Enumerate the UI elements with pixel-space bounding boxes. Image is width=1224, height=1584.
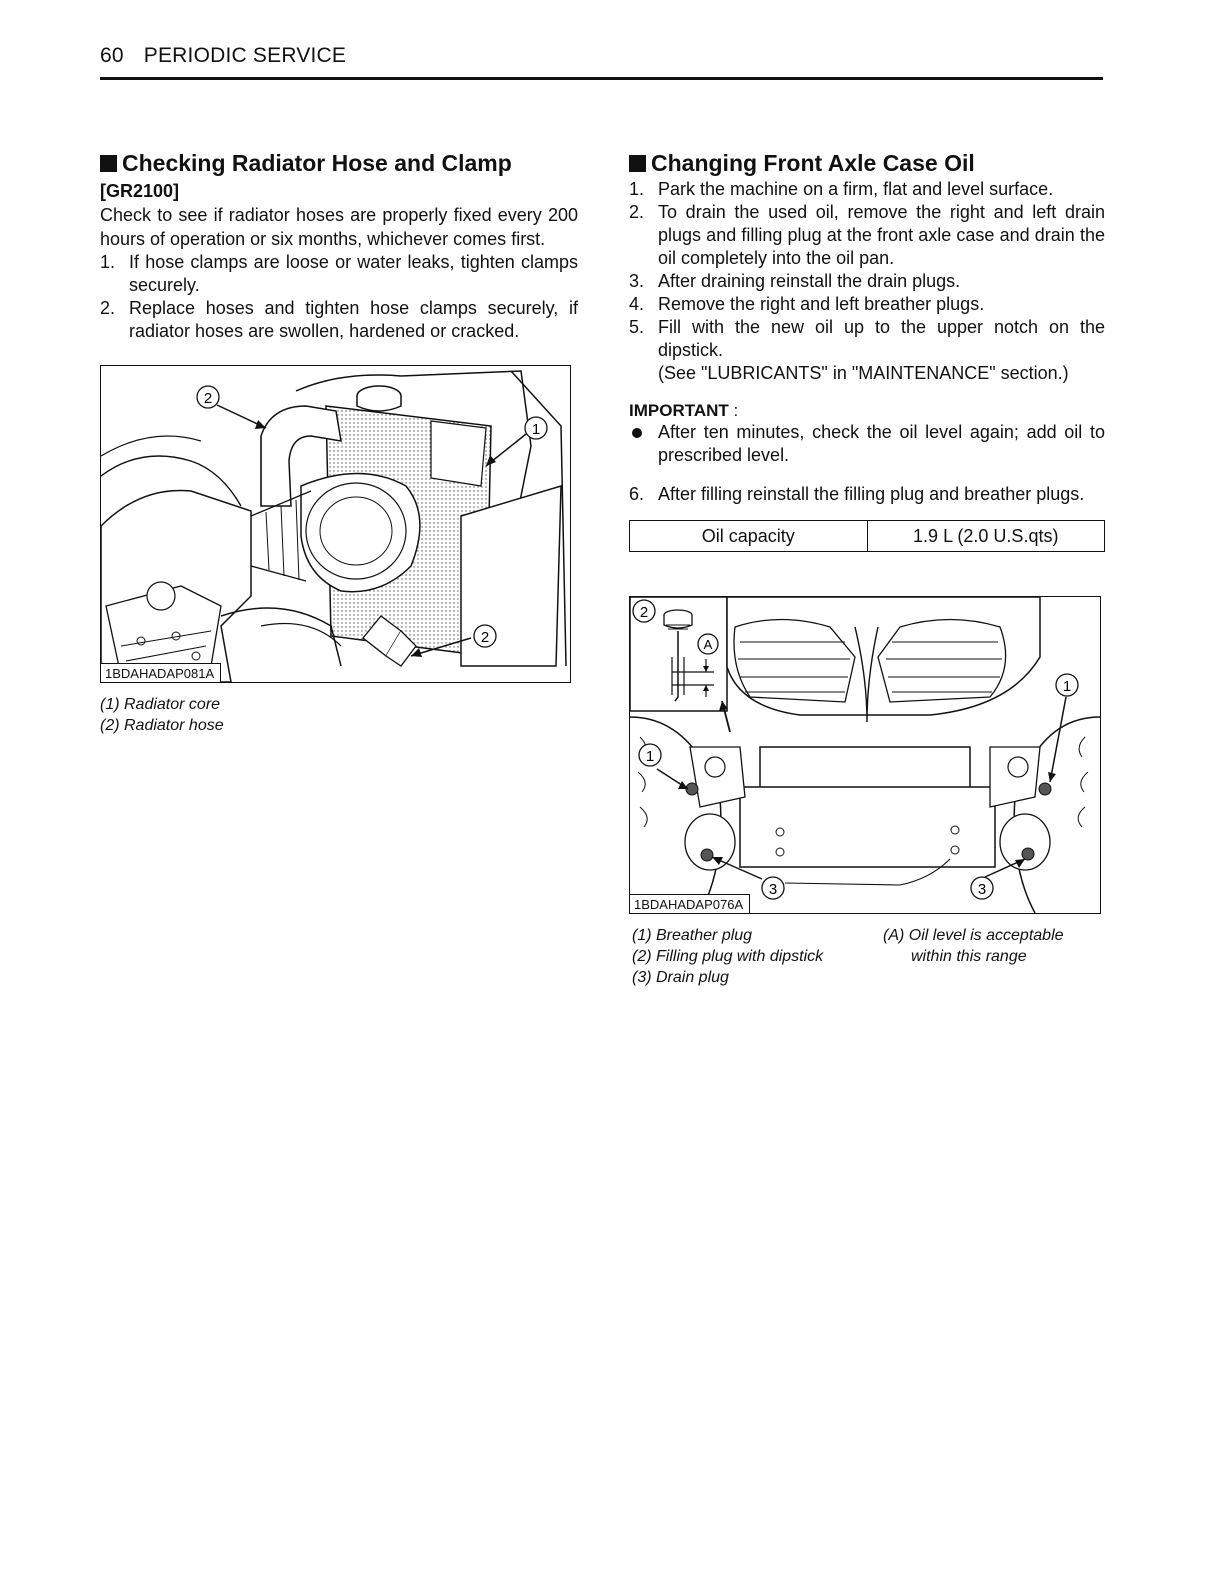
radiator-steps: [100, 251, 578, 343]
front-axle-heading: Changing Front Axle Case Oil: [629, 148, 1105, 178]
caption-line: within this range: [911, 948, 1027, 965]
list-item: 4. Remove the right and left breather plugs.: [629, 294, 985, 314]
caption-line: (3) Drain plug: [632, 969, 729, 986]
header-rule: [100, 77, 1103, 80]
list-item: 2. Replace hoses and tighten hose clamps securely, if radiator hoses are swollen, hardened or cracked.: [100, 298, 578, 341]
callout-3a-label: 3: [768, 881, 778, 898]
list-item: 1. Park the machine on a firm, flat and level surface.: [629, 179, 1054, 199]
callout-3b-label: 3: [977, 881, 987, 898]
step5-note: (See "LUBRICANTS" in "MAINTENANCE" section.): [658, 363, 1069, 383]
list-item: 2. To drain the used oil, remove the right and left drain plugs and filling plug at the front axle case and drain the oil completely into the oil pan.: [629, 202, 1105, 268]
callout-1a-label: 1: [645, 748, 655, 765]
front-axle-steps: [629, 178, 1105, 385]
callout-2b-label: 2: [480, 629, 490, 646]
radiator-intro: Check to see if radiator hoses are properly fixed every 200 hours of operation or six months, whichever comes first.: [100, 205, 578, 249]
caption-line: (A) Oil level is acceptable: [883, 927, 1064, 944]
bullet-dot-icon: [632, 428, 642, 438]
list-item: 5. Fill with the new oil up to the upper notch on the dipstick. (See "LUBRICANTS" in "MAINTENANCE" section.): [629, 317, 1105, 383]
caption-line: (1) Radiator core: [100, 696, 221, 713]
figure-code: 1BDAHADAP076A: [630, 894, 750, 913]
radiator-figure: [100, 365, 571, 683]
callout-1b-label: 1: [1062, 678, 1072, 695]
capacity-label: Oil capacity: [630, 521, 868, 552]
callout-2-label: 2: [203, 390, 213, 407]
figure-code: 1BDAHADAP081A: [101, 663, 221, 682]
caption-line: (2) Radiator hose: [100, 717, 224, 734]
list-item: 3. After draining reinstall the drain plugs.: [629, 271, 961, 291]
list-item: 1. If hose clamps are loose or water leaks, tighten clamps securely.: [100, 252, 578, 295]
left-column: [100, 148, 578, 736]
right-column: [629, 148, 1105, 989]
important-label: IMPORTANT :: [629, 401, 739, 420]
callout-A-label: A: [703, 637, 713, 652]
front-axle-illustration: [630, 597, 1100, 913]
section-title: PERIODIC SERVICE: [143, 44, 347, 67]
list-item: 6. After filling reinstall the filling plug and breather plugs.: [629, 484, 1085, 504]
caption-line: (2) Filling plug with dipstick: [632, 948, 824, 965]
square-bullet-icon: [629, 155, 646, 172]
front-axle-step6: [629, 483, 1105, 506]
oil-capacity-table: [629, 520, 1105, 552]
page-number: 60: [100, 44, 124, 67]
radiator-illustration: [101, 366, 570, 682]
page-header: [100, 44, 346, 68]
caption-line: (1) Breather plug: [632, 927, 753, 944]
table-row: [630, 521, 1105, 552]
front-axle-figure: [629, 596, 1101, 914]
service-code: [GR2100]: [100, 181, 180, 201]
square-bullet-icon: [100, 155, 117, 172]
capacity-value: 1.9 L (2.0 U.S.qts): [867, 521, 1105, 552]
front-axle-captions: [629, 925, 1105, 989]
callout-1-label: 1: [531, 421, 541, 438]
callout-2-label: 2: [639, 604, 649, 621]
radiator-hose-heading: Checking Radiator Hose and Clamp: [100, 148, 578, 178]
important-note: After ten minutes, check the oil level again; add oil to prescribed level.: [629, 421, 1105, 467]
